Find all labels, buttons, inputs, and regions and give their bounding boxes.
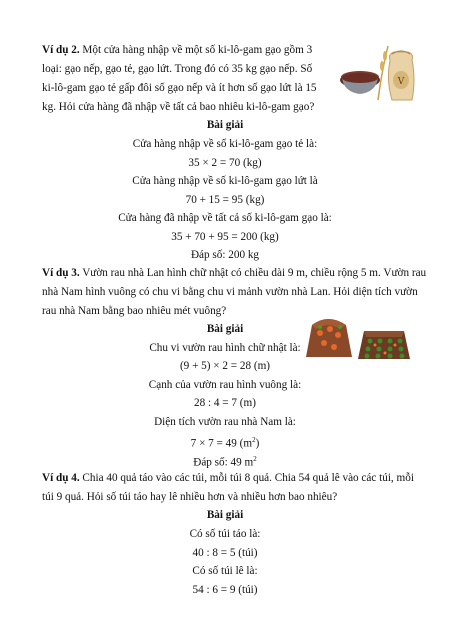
example-3-line-2: nhà Nam hình vuông có chu vi bằng chu vi mảnh vườn nhà Lan. Hỏi diện tích vườn [42,286,418,298]
example-2-line-2: loại: gạo nếp, gạo tẻ, gạo lứt. Trong đó có 35 kg gạo nếp. Số [42,63,313,75]
example-2-text-1: Một cửa hàng nhập về một số ki-lô-gam gạo gồm 3 [79,44,313,56]
example-4-text-1: Chia 40 quả táo vào các túi, mỗi túi 8 quả. Chia 54 quả lê vào các túi, mỗi [79,472,414,484]
example-3-answer-sup: 2 [253,455,257,463]
example-3-text-1: Vườn rau nhà Lan hình chữ nhật có chiều dài 9 m, chiều rộng 5 m. Vườn rau [79,267,427,279]
example-2-line-1 [42,42,312,58]
example-3-step-3: Cạnh của vườn rau hình vuông là: [148,379,302,391]
example-3-step-6-base: 7 × 7 = 49 (m [190,437,253,450]
example-3-label: Ví dụ 3. [42,267,80,279]
example-3-step-6-end: ) [255,437,260,450]
example-4-step-3: Có số túi lê là: [192,565,258,577]
sack-letter: V [397,77,405,87]
example-3-step-6 [0,432,450,452]
example-3-step-2: (9 + 5) × 2 = 28 (m) [179,360,271,372]
example-3-step-6-sup: 2 [252,436,256,444]
example-3-step-4: 28 : 4 = 7 (m) [194,397,256,409]
example-3-answer [0,451,450,471]
example-3-step-1: Chu vi vườn rau hình chữ nhật là: [149,342,301,354]
example-2-step-6: 35 + 70 + 95 = 200 (kg) [171,231,279,243]
example-4-line-2: túi 9 quả. Hỏi số túi táo hay lê nhiều hơn và nhiều hơn bao nhiêu? [42,491,338,503]
example-2-step-3: Cửa hàng nhập về số ki-lô-gam gạo lứt là [132,175,318,187]
example-4-label: Ví dụ 4. [42,472,80,484]
example-2-step-2: 35 × 2 = 70 (kg) [188,157,262,169]
example-2-step-4: 70 + 15 = 95 (kg) [185,194,265,206]
example-4-solution-title: Bài giải [206,509,244,521]
example-2-label: Ví dụ 2. [42,44,80,56]
example-3-line-3: rau nhà Nam bằng bao nhiêu mét vuông? [42,305,227,317]
example-3-solution-title: Bài giải [206,323,244,335]
example-4-line-1 [42,470,414,486]
example-4-step-1: Có số túi táo là: [189,528,261,540]
example-3-step-5: Diện tích vườn rau nhà Nam là: [154,416,296,428]
example-3-line-1 [42,265,426,281]
rice-sack-image [338,40,416,106]
example-2-line-3: ki-lô-gam gạo tẻ gấp đôi số gạo nếp và ít hơn số gạo lứt là 15 [42,82,317,94]
example-4-step-2: 40 : 8 = 5 (túi) [192,547,258,559]
example-4-step-4: 54 : 6 = 9 (túi) [192,584,258,596]
example-2-step-5: Cửa hàng đã nhập về tất cả số ki-lô-gam gạo là: [118,212,332,224]
example-2-step-1: Cửa hàng nhập về số ki-lô-gam gạo tẻ là: [132,138,318,150]
example-2-answer: Đáp số: 200 kg [190,249,260,261]
example-2-solution-title: Bài giải [206,119,244,131]
example-3-answer-base: Đáp số: 49 m [193,456,254,469]
example-2-line-4: kg. Hỏi cửa hàng đã nhập về tất cả bao nhiêu ki-lô-gam gạo? [42,101,315,113]
